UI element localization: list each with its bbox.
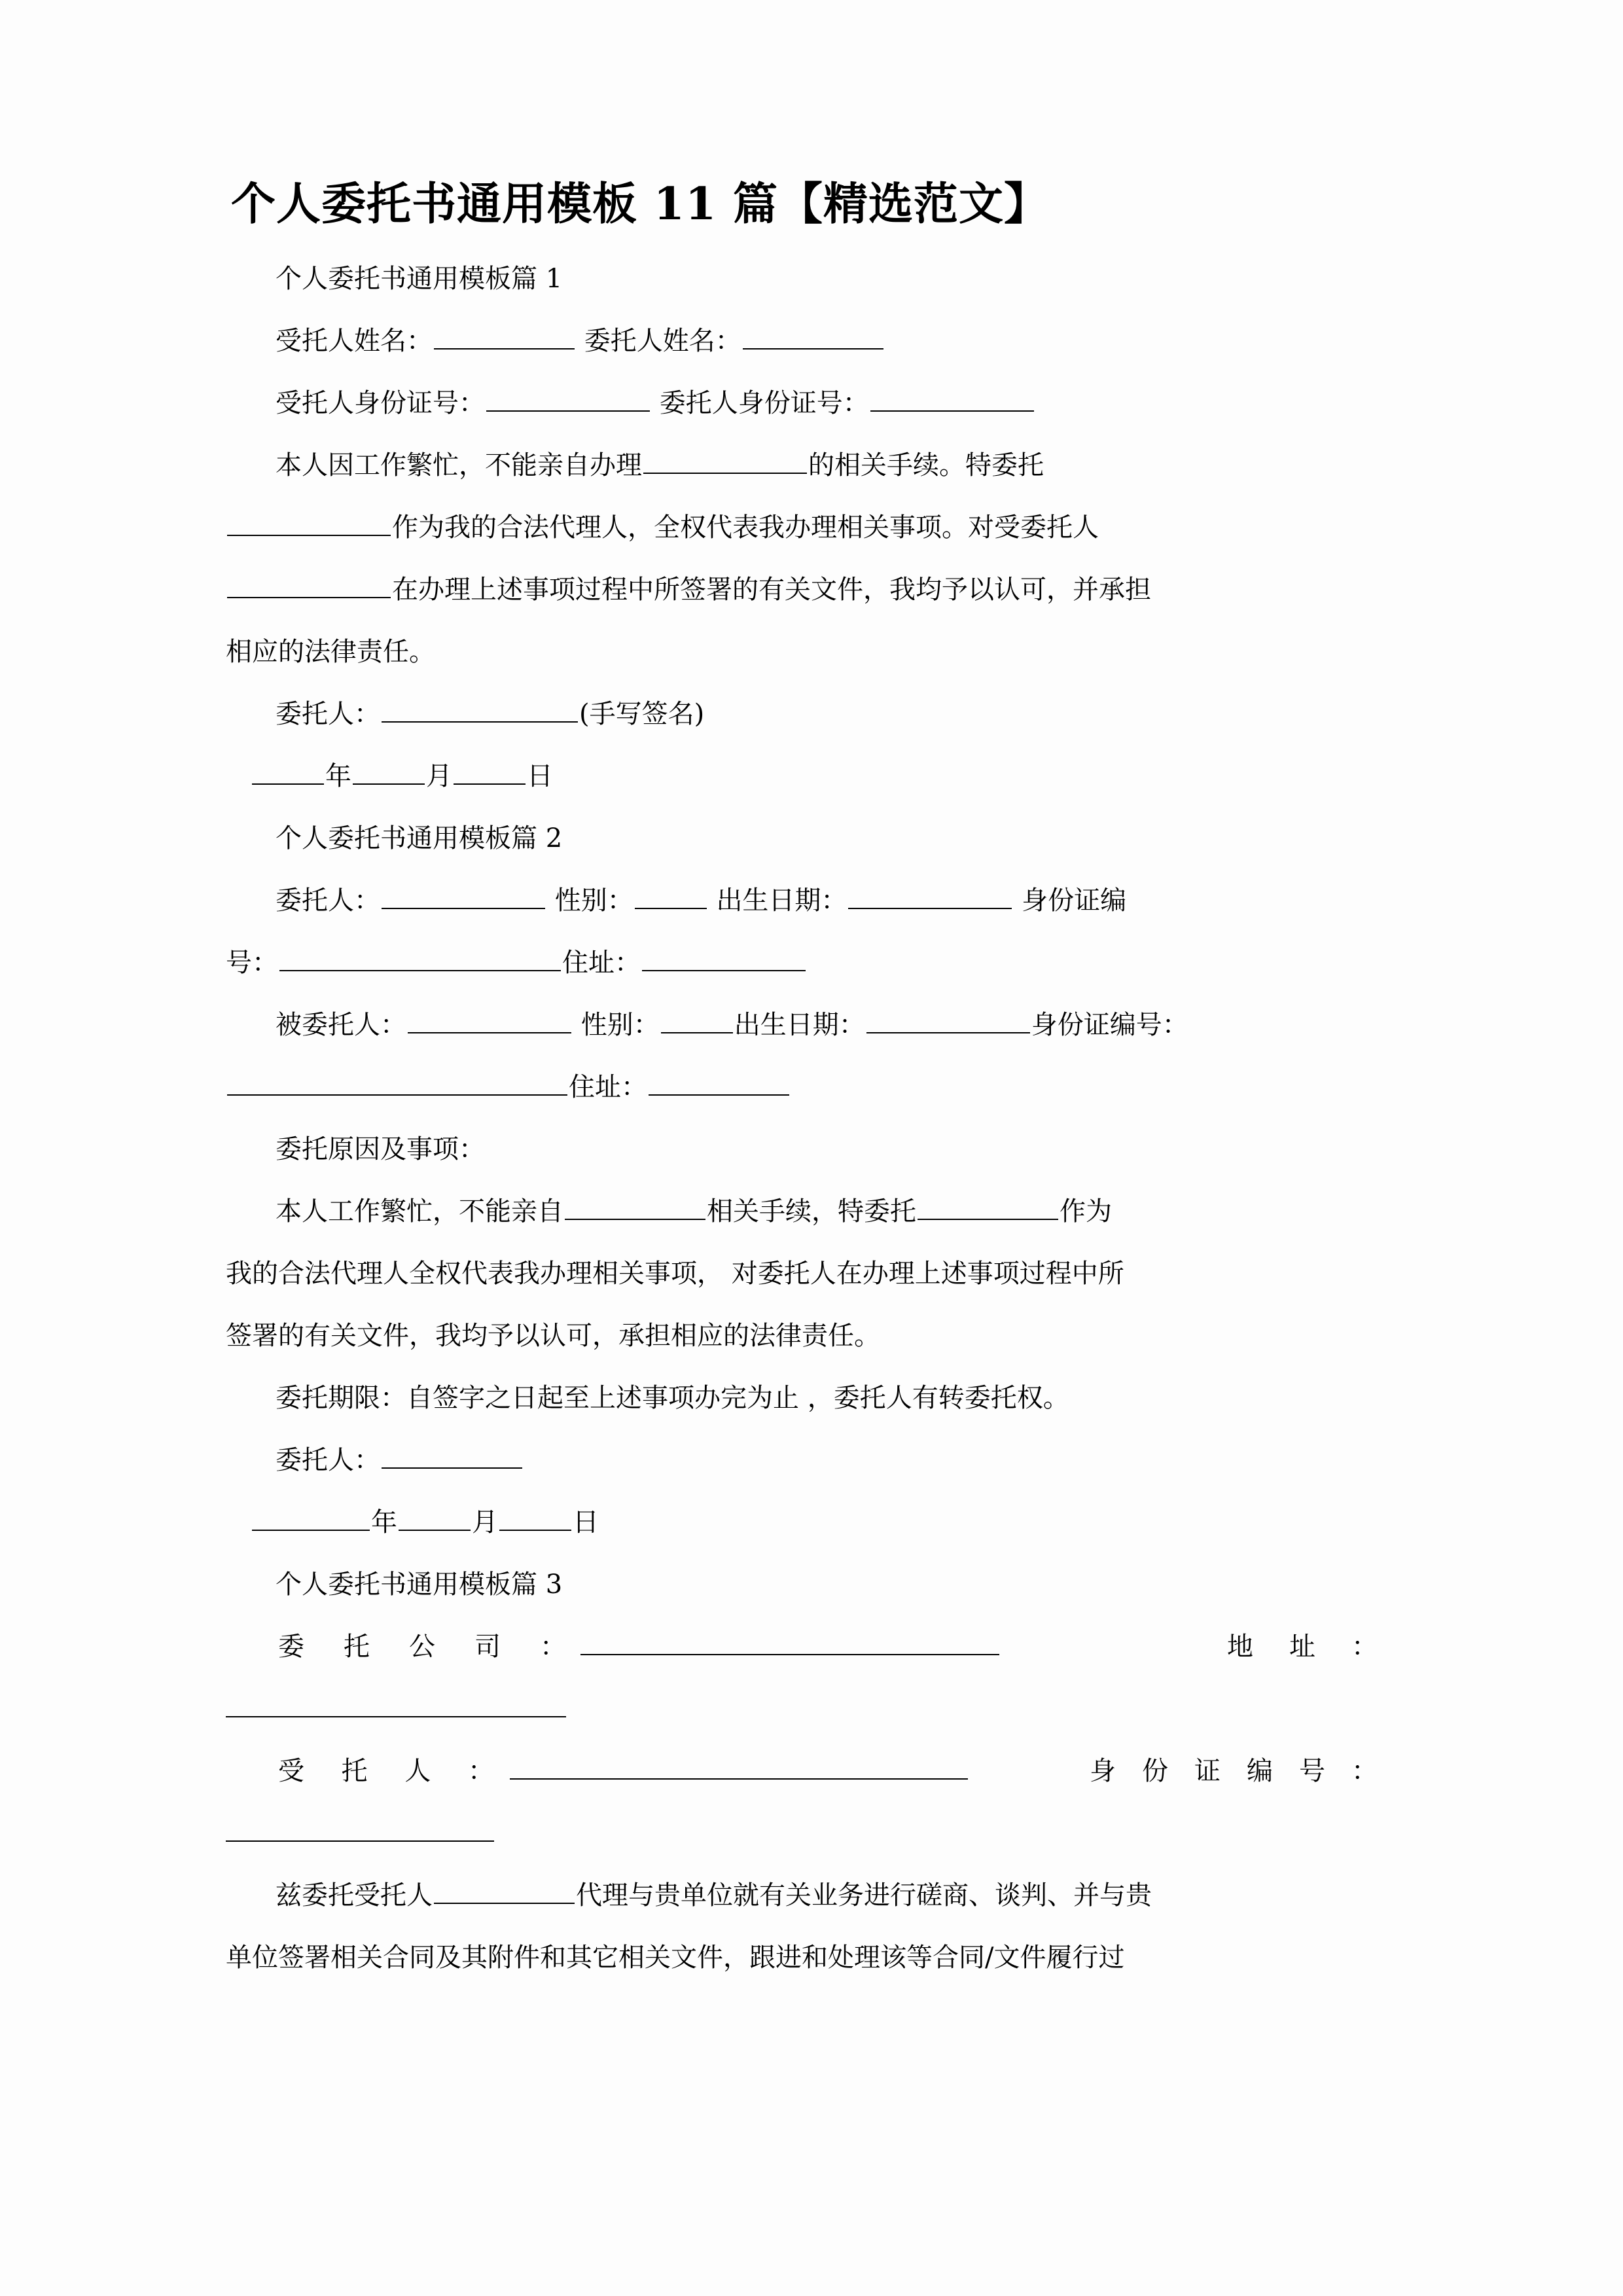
section1-body-text-e: 相应的法律责任。	[226, 637, 435, 667]
section3-trustee-name-field[interactable]	[434, 1878, 575, 1904]
section2-reason-label: 委托原因及事项：	[276, 1134, 485, 1164]
section3-idnum-field-line	[226, 1803, 1378, 1865]
section1-names-line	[226, 310, 1378, 372]
section1-signer-label: 委托人：	[276, 699, 380, 729]
section2-principal-id-line	[226, 932, 1378, 994]
section1-handwritten-note: (手写签名)	[579, 699, 705, 729]
section2-trustee-address-line	[226, 1056, 1378, 1119]
section2-gender-field[interactable]	[635, 883, 707, 909]
section2-month-label: 月	[472, 1507, 498, 1537]
section1-year-field[interactable]	[252, 759, 324, 785]
section-heading-2: 个人委托书通用模板篇 2	[276, 823, 563, 853]
section3-company-label: 委 托 公 司 ：	[278, 1632, 566, 1662]
section2-month-field[interactable]	[399, 1505, 471, 1531]
section2-trustee-birth-label: 出生日期：	[734, 1010, 865, 1040]
principal-id-label: 委托人身份证号：	[659, 388, 869, 418]
section2-principal-field[interactable]	[382, 883, 545, 909]
section2-signature-field[interactable]	[382, 1443, 522, 1469]
section2-trustee-address-field[interactable]	[649, 1069, 789, 1096]
section2-body-line-3	[226, 1305, 1378, 1367]
section1-body-line-1	[226, 435, 1378, 497]
section2-trustee-line	[226, 994, 1378, 1056]
section1-year-label: 年	[325, 761, 351, 791]
section2-trustee-address-label: 住址：	[569, 1072, 647, 1102]
section1-body-text-b: 的相关手续。特委托	[808, 450, 1044, 480]
section3-trustee-field[interactable]	[510, 1752, 968, 1780]
document-content	[226, 177, 1378, 1989]
section2-body-text-d: 我的合法代理人全权代表我办理相关事项， 对委托人在办理上述事项过程中所	[226, 1259, 1124, 1289]
trustee-name-field[interactable]	[434, 323, 575, 350]
section2-birth-label: 出生日期：	[716, 886, 847, 916]
section1-matter-field[interactable]	[643, 448, 807, 474]
section3-company-field[interactable]	[580, 1628, 999, 1655]
section1-month-label: 月	[426, 761, 452, 791]
section1-id-line	[226, 372, 1378, 435]
section2-day-label: 日	[573, 1507, 599, 1537]
section2-idprefix-label: 身份证编	[1022, 886, 1127, 916]
section1-signature-line	[226, 683, 1378, 745]
section3-body-text-c: 单位签署相关合同及其附件和其它相关文件，跟进和处理该等合同/文件履行过	[226, 1943, 1125, 1973]
section3-body-line-1	[226, 1865, 1378, 1927]
section2-trustee-id-field[interactable]	[227, 1069, 567, 1096]
section-heading-1: 个人委托书通用模板篇 1	[276, 264, 563, 294]
section2-body-text-c: 作为	[1060, 1196, 1112, 1227]
section1-date-line	[226, 745, 1378, 808]
section3-body-line-2	[226, 1927, 1378, 1989]
section1-day-field[interactable]	[454, 759, 526, 785]
trustee-id-field[interactable]	[486, 386, 650, 412]
section2-idsuffix-label: 号：	[226, 948, 278, 978]
section2-signer-label: 委托人：	[276, 1445, 380, 1475]
trustee-id-label: 受托人身份证号：	[276, 388, 485, 418]
section1-agent-field[interactable]	[227, 510, 391, 536]
section2-body-text-a: 本人工作繁忙，不能亲自	[276, 1196, 563, 1227]
section3-address-field-line	[226, 1678, 1378, 1740]
section1-body-text-a: 本人因工作繁忙，不能亲自办理	[276, 450, 642, 480]
section3-body-text-a: 兹委托受托人	[276, 1880, 433, 1910]
section3-address-label: 地 址 ：	[1227, 1632, 1378, 1662]
section2-day-field[interactable]	[499, 1505, 571, 1531]
section2-address-label: 住址：	[562, 948, 641, 978]
section2-body-text-b: 相关手续，特委托	[707, 1196, 916, 1227]
section2-date-line	[226, 1492, 1378, 1554]
section3-trustee-label: 受 托 人 ：	[278, 1756, 494, 1786]
section1-body-line-2	[226, 497, 1378, 559]
section2-signature-line	[226, 1429, 1378, 1492]
principal-id-field[interactable]	[870, 386, 1034, 412]
section2-year-label: 年	[371, 1507, 397, 1537]
section1-signature-field[interactable]	[382, 696, 578, 723]
section3-trustee-line	[226, 1740, 1378, 1803]
section1-day-label: 日	[527, 761, 553, 791]
section2-body-line-1	[226, 1181, 1378, 1243]
section2-principal-address-field[interactable]	[642, 945, 806, 971]
section2-gender-label: 性别：	[554, 886, 633, 916]
section3-company-line	[226, 1616, 1378, 1678]
section2-term-line	[226, 1367, 1378, 1429]
section1-body-line-4	[226, 621, 1378, 683]
section2-trustee-birth-field[interactable]	[866, 1007, 1030, 1033]
section2-agent-field[interactable]	[918, 1194, 1058, 1220]
section2-trustee-field[interactable]	[408, 1007, 571, 1033]
section2-reason-heading	[226, 1119, 1378, 1181]
section2-trustee-gender-field[interactable]	[661, 1007, 733, 1033]
section1-month-field[interactable]	[353, 759, 425, 785]
section3-address-field[interactable]	[226, 1690, 566, 1717]
principal-name-label: 委托人姓名：	[584, 326, 741, 356]
trustee-name-label: 受托人姓名：	[276, 326, 433, 356]
section2-trustee-gender-label: 性别：	[580, 1010, 660, 1040]
section2-principal-label: 委托人：	[276, 886, 380, 916]
section2-body-line-2	[226, 1243, 1378, 1305]
section1-body-text-d: 在办理上述事项过程中所签署的有关文件，我均予以认可，并承担	[392, 575, 1151, 605]
section2-trustee-id-label: 身份证编号：	[1031, 1010, 1188, 1040]
section2-principal-line	[226, 870, 1378, 932]
section3-idnum-label: 身 份 证 编 号 ：	[1090, 1756, 1378, 1786]
section-heading-3: 个人委托书通用模板篇 3	[276, 1570, 563, 1600]
section3-body-text-b: 代理与贵单位就有关业务进行磋商、谈判、并与贵	[576, 1880, 1152, 1910]
page-title: 个人委托书通用模板 11 篇【精选范文】	[231, 178, 1049, 230]
section2-matter-field[interactable]	[565, 1194, 705, 1220]
section2-trustee-label: 被委托人：	[276, 1010, 406, 1040]
section3-idnum-field[interactable]	[226, 1814, 494, 1842]
section1-body-line-3	[226, 559, 1378, 621]
section1-body-text-c: 作为我的合法代理人，全权代表我办理相关事项。对受委托人	[392, 512, 1099, 543]
section2-term-text: 委托期限：自签字之日起至上述事项办完为止 ，委托人有转委托权。	[276, 1383, 1069, 1413]
section1-agent-field-2[interactable]	[227, 572, 391, 598]
section2-birth-field[interactable]	[848, 883, 1012, 909]
section2-principal-id-field[interactable]	[279, 945, 561, 971]
principal-name-field[interactable]	[743, 323, 883, 350]
section2-body-text-e: 签署的有关文件，我均予以认可，承担相应的法律责任。	[226, 1321, 880, 1351]
section2-year-field[interactable]	[252, 1505, 370, 1531]
